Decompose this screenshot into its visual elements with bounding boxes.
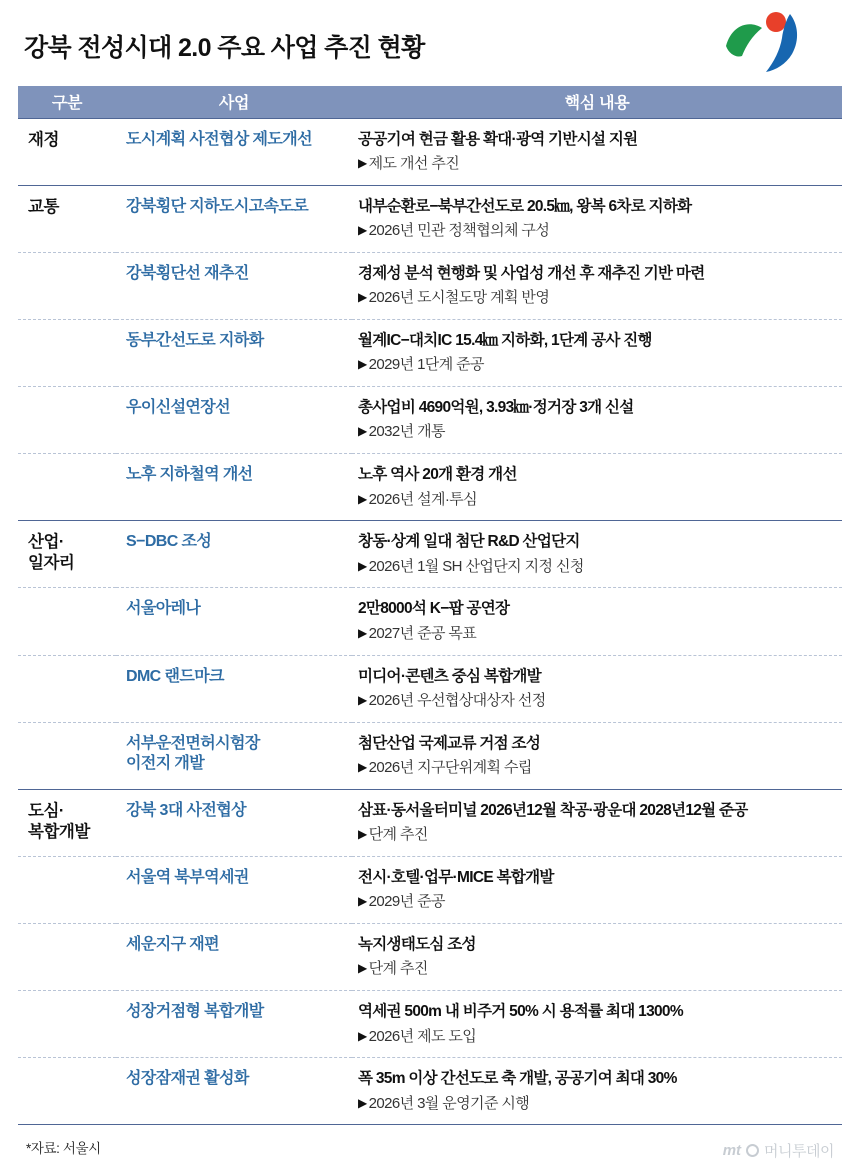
page-title: 강북 전성시대 2.0 주요 사업 추진 현황 — [24, 34, 425, 62]
row-project: 노후 지하철역 개선 — [116, 454, 352, 521]
row-project: 동부간선도로 지하화 — [116, 319, 352, 386]
row-detail-sub-text: 2026년 민관 정책협의체 구성 — [368, 222, 550, 239]
row-detail — [352, 185, 842, 252]
row-detail-sub-text: 2026년 1월 SH 산업단지 지정 신청 — [368, 557, 584, 575]
triangle-bullet-icon: ▶ — [358, 625, 367, 640]
row-detail — [352, 252, 842, 319]
seoul-city-logo — [720, 6, 804, 80]
row-category: 재정 — [18, 118, 116, 185]
row-category — [18, 924, 116, 991]
row-detail-main: 첨단산업 국제교류 거점 조성 — [358, 734, 541, 752]
row-detail-main: 전시·호텔·업무·MICE 복합개발 — [358, 868, 554, 886]
triangle-bullet-icon: ▶ — [358, 424, 367, 439]
row-category: 산업· 일자리 — [18, 521, 116, 588]
table-row — [18, 521, 842, 588]
row-detail-sub — [358, 222, 836, 241]
row-project: 강북횡단 지하도시고속도로 — [116, 185, 352, 252]
triangle-bullet-icon: ▶ — [358, 357, 367, 372]
row-detail-sub — [358, 759, 836, 778]
header — [18, 0, 842, 86]
triangle-bullet-icon: ▶ — [358, 558, 367, 573]
brand-mark: mt — [722, 1142, 742, 1159]
row-detail-sub-text: 2029년 1단계 준공 — [368, 356, 484, 374]
table-row — [18, 1058, 842, 1125]
table-row — [18, 991, 842, 1058]
row-detail-sub — [358, 558, 836, 577]
row-detail-main: 공공기여 현금 활용 확대·광역 기반시설 지원 — [358, 130, 638, 148]
row-category — [18, 655, 116, 722]
projects-table — [18, 86, 842, 1125]
row-project: 서울아레나 — [116, 588, 352, 655]
row-detail — [352, 521, 842, 588]
brand-name: 머니투데이 — [764, 1143, 834, 1160]
row-category — [18, 1058, 116, 1125]
row-detail-sub — [358, 289, 836, 308]
triangle-bullet-icon: ▶ — [358, 491, 367, 506]
row-project: 도시계획 사전협상 제도개선 — [116, 118, 352, 185]
table-row — [18, 319, 842, 386]
row-category: 교통 — [18, 185, 116, 252]
row-detail — [352, 118, 842, 185]
row-detail-sub-text: 2026년 3월 운영기준 시행 — [368, 1094, 530, 1112]
row-detail-sub-text: 단계 추진 — [368, 960, 428, 978]
column-header-category: 구분 — [18, 86, 116, 118]
row-detail-sub — [358, 1028, 836, 1047]
publisher-logo — [723, 1140, 834, 1161]
column-header-project: 사업 — [116, 86, 352, 118]
row-category — [18, 588, 116, 655]
row-category — [18, 252, 116, 319]
row-detail — [352, 789, 842, 856]
table-row — [18, 722, 842, 789]
row-detail-sub — [358, 491, 836, 510]
row-category — [18, 856, 116, 923]
row-detail-sub-text: 2026년 우선협상대상자 선정 — [368, 691, 546, 709]
row-detail-main: 창동·상계 일대 첨단 R&D 산업단지 — [358, 533, 580, 551]
table-row — [18, 789, 842, 856]
table-row — [18, 118, 842, 185]
row-detail-sub-text: 2026년 도시철도망 계획 반영 — [368, 289, 550, 307]
triangle-bullet-icon: ▶ — [358, 760, 367, 774]
table-body — [18, 118, 842, 1125]
table-row — [18, 387, 842, 454]
row-detail-main: 월계IC−대치IC 15.4㎞ 지하화, 1단계 공사 진행 — [358, 331, 652, 349]
row-detail — [352, 454, 842, 521]
triangle-bullet-icon: ▶ — [358, 155, 367, 170]
row-project: 성장거점형 복합개발 — [116, 991, 352, 1058]
row-detail-sub — [358, 1095, 836, 1114]
row-detail — [352, 1058, 842, 1125]
row-project: S−DBC 조성 — [116, 521, 352, 588]
row-project: DMC 랜드마크 — [116, 655, 352, 722]
row-detail-main: 폭 35m 이상 간선도로 축 개발, 공공기여 최대 30% — [358, 1070, 677, 1088]
triangle-bullet-icon: ▶ — [358, 223, 367, 237]
triangle-bullet-icon: ▶ — [358, 290, 367, 305]
row-category — [18, 991, 116, 1058]
row-detail — [352, 856, 842, 923]
row-detail-sub-text: 제도 개선 추진 — [368, 154, 460, 172]
row-detail-main: 역세권 500m 내 비주거 50% 시 용적률 최대 1300% — [358, 1003, 683, 1021]
row-project: 성장잠재권 활성화 — [116, 1058, 352, 1125]
triangle-bullet-icon: ▶ — [358, 961, 367, 976]
row-detail-sub-text: 2026년 설계·투심 — [368, 490, 478, 508]
row-detail-sub — [358, 625, 836, 644]
triangle-bullet-icon: ▶ — [358, 827, 367, 842]
brand-circle-icon — [746, 1144, 759, 1157]
row-project: 서부운전면허시험장 이전지 개발 — [116, 722, 352, 789]
triangle-bullet-icon: ▶ — [358, 894, 367, 909]
table-row — [18, 856, 842, 923]
row-detail-sub-text: 2032년 개통 — [368, 423, 445, 441]
triangle-bullet-icon: ▶ — [358, 692, 367, 707]
row-detail-sub-text: 2026년 제도 도입 — [368, 1027, 477, 1045]
row-detail-main: 경제성 분석 현행화 및 사업성 개선 후 재추진 기반 마련 — [358, 264, 705, 282]
row-detail-sub — [358, 893, 836, 912]
row-detail-sub — [358, 155, 836, 174]
table-row — [18, 454, 842, 521]
row-detail-main: 2만8000석 K−팝 공연장 — [358, 600, 510, 618]
row-detail — [352, 387, 842, 454]
table-header-row — [18, 86, 842, 118]
row-project: 세운지구 재편 — [116, 924, 352, 991]
row-project: 강북 3대 사전협상 — [116, 789, 352, 856]
source-note: *자료: 서울시 — [26, 1141, 101, 1157]
row-detail-sub — [358, 356, 836, 375]
triangle-bullet-icon: ▶ — [358, 1028, 367, 1043]
column-header-detail: 핵심 내용 — [352, 86, 842, 118]
row-detail — [352, 655, 842, 722]
row-project: 서울역 북부역세권 — [116, 856, 352, 923]
row-detail-sub — [358, 826, 836, 845]
table-row — [18, 252, 842, 319]
row-category — [18, 454, 116, 521]
row-detail-sub-text: 2026년 지구단위계획 수립 — [368, 759, 532, 776]
row-detail — [352, 722, 842, 789]
row-detail-main: 미디어·콘텐츠 중심 복합개발 — [358, 667, 541, 685]
row-category — [18, 387, 116, 454]
row-detail — [352, 924, 842, 991]
row-detail-sub-text: 2027년 준공 목표 — [368, 624, 477, 642]
row-detail-sub — [358, 423, 836, 442]
table-row — [18, 655, 842, 722]
triangle-bullet-icon: ▶ — [358, 1095, 367, 1110]
row-detail — [352, 319, 842, 386]
row-detail-sub-text: 2029년 준공 — [368, 893, 445, 911]
row-detail-main: 노후 역사 20개 환경 개선 — [358, 466, 517, 484]
row-detail-main: 삼표·동서울터미널 2026년12월 착공·광운대 2028년12월 준공 — [358, 801, 748, 819]
row-detail-main: 총사업비 4690억원, 3.93㎞·정거장 3개 신설 — [358, 399, 634, 416]
row-category: 도심· 복합개발 — [18, 789, 116, 856]
table-row — [18, 185, 842, 252]
row-detail-sub — [358, 960, 836, 979]
row-detail — [352, 588, 842, 655]
row-detail-main: 녹지생태도심 조성 — [358, 936, 476, 953]
row-project: 강북횡단선 재추진 — [116, 252, 352, 319]
row-detail — [352, 991, 842, 1058]
row-category — [18, 722, 116, 789]
row-detail-main: 내부순환로−북부간선도로 20.5㎞, 왕복 6차로 지하화 — [358, 197, 692, 215]
table-row — [18, 588, 842, 655]
row-project: 우이신설연장선 — [116, 387, 352, 454]
row-detail-sub — [358, 692, 836, 711]
table-row — [18, 924, 842, 991]
row-category — [18, 319, 116, 386]
row-detail-sub-text: 단계 추진 — [368, 826, 428, 844]
